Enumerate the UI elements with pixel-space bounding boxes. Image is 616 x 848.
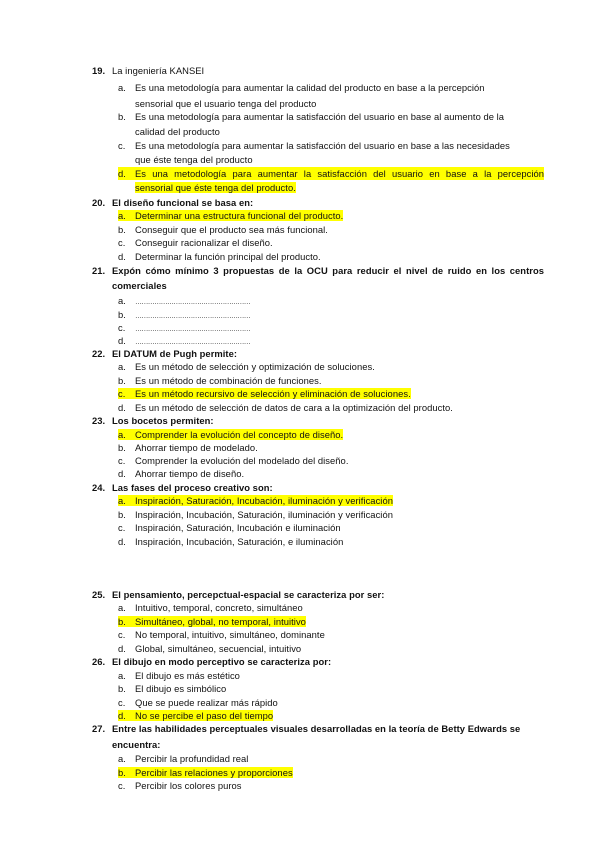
blank-line: ……………………………………………… <box>135 313 251 320</box>
option-label: b. <box>118 683 126 694</box>
option-20d <box>118 250 321 263</box>
blank-line: ……………………………………………… <box>135 299 251 306</box>
highlighted-text <box>118 767 293 778</box>
option-19a <box>118 81 485 94</box>
question-text: El dibujo en modo perceptivo se caracteriza por: <box>112 656 332 667</box>
option-27c <box>118 779 242 792</box>
option-22a <box>118 360 375 373</box>
question-number: 23. <box>92 415 106 426</box>
question-22 <box>92 347 237 360</box>
option-24d <box>118 535 343 548</box>
option-20c <box>118 236 273 249</box>
option-label: d. <box>118 335 126 346</box>
question-number: 26. <box>92 656 106 667</box>
option-text: Determinar una estructura funcional del producto. <box>135 210 344 221</box>
question-24 <box>92 481 273 494</box>
option-text: Que se puede realizar más rápido <box>135 697 278 708</box>
option-label: d. <box>118 536 126 547</box>
option-25a <box>118 601 303 614</box>
question-26 <box>92 655 331 668</box>
option-22b <box>118 374 322 387</box>
option-label: a. <box>118 82 126 93</box>
highlighted-text: sensorial que éste tenga del producto. <box>135 182 296 193</box>
highlighted-text <box>118 710 273 721</box>
option-label: a. <box>118 670 126 681</box>
option-text: Es una metodología para aumentar la satisfacción del usuario en base a la percepción <box>135 168 544 179</box>
option-21a <box>118 294 250 309</box>
option-26c <box>118 696 278 709</box>
option-label: d. <box>118 468 126 479</box>
option-label: b. <box>118 309 126 320</box>
question-text: El pensamiento, percepctual-espacial se caracteriza por ser: <box>112 589 385 600</box>
option-label: d. <box>118 168 126 179</box>
option-24c <box>118 521 341 534</box>
option-label: a. <box>118 602 126 613</box>
question-text: Las fases del proceso creativo son: <box>112 482 273 493</box>
question-number: 24. <box>92 482 106 493</box>
option-text: No temporal, intuitivo, simultáneo, dominante <box>135 629 325 640</box>
option-label: b. <box>118 616 126 627</box>
option-19b-cont: calidad del producto <box>135 126 220 137</box>
option-25d <box>118 642 301 655</box>
option-text: Global, simultáneo, secuencial, intuitivo <box>135 643 302 654</box>
option-23c <box>118 454 348 467</box>
option-text: El dibujo es simbólico <box>135 683 227 694</box>
option-text: Inspiración, Saturación, Incubación e iluminación <box>135 522 341 533</box>
question-text: El DATUM de Pugh permite: <box>112 348 238 359</box>
question-text: El diseño funcional se basa en: <box>112 197 254 208</box>
option-text: Percibir la profundidad real <box>135 753 249 764</box>
option-label: a. <box>118 295 126 306</box>
option-text: Inspiración, Incubación, Saturación, e iluminación <box>135 536 344 547</box>
option-label: b. <box>118 111 126 122</box>
option-text: Inspiración, Saturación, Incubación, iluminación y verificación <box>135 495 393 506</box>
option-19c <box>118 139 510 152</box>
option-label: a. <box>118 753 126 764</box>
option-text: Ahorrar tiempo de modelado. <box>135 442 258 453</box>
option-text: Simultáneo, global, no temporal, intuitivo <box>135 616 306 627</box>
question-number: 21. <box>92 265 106 276</box>
option-label: c. <box>118 140 126 151</box>
option-text: Ahorrar tiempo de diseño. <box>135 468 245 479</box>
option-text: Es un método de selección de datos de cara a la optimización del producto. <box>135 402 453 413</box>
option-label: b. <box>118 375 126 386</box>
option-19d-cont <box>135 181 296 194</box>
option-label: c. <box>118 629 126 640</box>
question-25 <box>92 588 384 601</box>
option-label: b. <box>118 767 126 778</box>
option-text: Comprender la evolución del concepto de diseño. <box>135 429 344 440</box>
option-23b <box>118 441 258 454</box>
option-25b <box>118 615 306 628</box>
highlighted-text <box>118 388 411 399</box>
option-label: a. <box>118 210 126 221</box>
option-27a <box>118 752 248 765</box>
option-text: Es un método de selección y optimización de soluciones. <box>135 361 375 372</box>
question-number: 22. <box>92 348 106 359</box>
option-26a <box>118 669 240 682</box>
question-19 <box>92 64 204 77</box>
option-22c <box>118 387 411 400</box>
question-text: Los bocetos permiten: <box>112 415 214 426</box>
question-number: 19. <box>92 65 106 76</box>
option-label: c. <box>118 697 126 708</box>
question-text: La ingeniería KANSEI <box>112 65 205 76</box>
option-text: Conseguir que el producto sea más funcional. <box>135 224 328 235</box>
option-label: d. <box>118 251 126 262</box>
option-27b <box>118 766 293 779</box>
question-text: Expón cómo mínimo 3 propuestas de la OCU para reducir el nivel de ruido en los centros <box>112 265 544 276</box>
option-text: Comprender la evolución del modelado del diseño. <box>135 455 349 466</box>
option-text: Es una metodología para aumentar la satisfacción del usuario en base a las necesidades <box>135 140 510 151</box>
option-label: c. <box>118 522 126 533</box>
highlighted-text <box>118 616 306 627</box>
question-21 <box>92 264 544 277</box>
option-text: Determinar la función principal del producto. <box>135 251 321 262</box>
option-label: d. <box>118 643 126 654</box>
option-text: Percibir las relaciones y proporciones <box>135 767 293 778</box>
option-25c <box>118 628 325 641</box>
option-text: No se percibe el paso del tiempo <box>135 710 274 721</box>
option-19b <box>118 110 504 123</box>
option-20b <box>118 223 328 236</box>
highlighted-text <box>118 495 393 506</box>
option-text: Conseguir racionalizar el diseño. <box>135 237 273 248</box>
option-label: d. <box>118 710 126 721</box>
option-text: Intuitivo, temporal, concreto, simultáneo <box>135 602 303 613</box>
question-number: 20. <box>92 197 106 208</box>
question-27 <box>92 722 520 735</box>
option-19a-cont: sensorial que el usuario tenga del producto <box>135 98 317 109</box>
option-26d <box>118 709 273 722</box>
option-text: Es una metodología para aumentar la calidad del producto en base a la percepción <box>135 82 485 93</box>
highlighted-text <box>118 429 343 440</box>
question-23 <box>92 414 214 427</box>
option-text: Inspiración, Incubación, Saturación, iluminación y verificación <box>135 509 393 520</box>
question-21-cont: comerciales <box>112 280 167 291</box>
option-19d-highlighted <box>118 167 544 180</box>
option-label: a. <box>118 429 126 440</box>
option-text: Es una metodología para aumentar la satisfacción del usuario en base al aumento de la <box>135 111 505 122</box>
option-26b <box>118 682 226 695</box>
option-label: b. <box>118 442 126 453</box>
option-label: d. <box>118 402 126 413</box>
option-24b <box>118 508 393 521</box>
option-24a <box>118 494 393 507</box>
option-label: c. <box>118 388 126 399</box>
option-label: c. <box>118 322 126 333</box>
option-text: Percibir los colores puros <box>135 780 242 791</box>
question-20 <box>92 196 253 209</box>
option-text: Es un método recursivo de selección y eliminación de soluciones. <box>135 388 411 399</box>
option-label: b. <box>118 509 126 520</box>
option-label: c. <box>118 780 126 791</box>
option-label: c. <box>118 455 126 466</box>
question-27-cont: encuentra: <box>112 739 161 750</box>
option-22d <box>118 401 453 414</box>
question-number: 27. <box>92 723 106 734</box>
option-label: a. <box>118 361 126 372</box>
question-number: 25. <box>92 589 106 600</box>
question-text: Entre las habilidades perceptuales visuales desarrolladas en la teoría de Betty Edwards se <box>112 723 521 734</box>
option-text: El dibujo es más estético <box>135 670 240 681</box>
option-text: Es un método de combinación de funciones. <box>135 375 322 386</box>
highlighted-text <box>118 210 343 221</box>
blank-line: ……………………………………………… <box>135 339 251 346</box>
option-label: a. <box>118 495 126 506</box>
option-label: c. <box>118 237 126 248</box>
option-19c-cont: que éste tenga del producto <box>135 154 253 165</box>
blank-line: ……………………………………………… <box>135 326 251 333</box>
option-23d <box>118 467 244 480</box>
option-20a <box>118 209 343 222</box>
option-23a <box>118 428 343 441</box>
option-label: b. <box>118 224 126 235</box>
